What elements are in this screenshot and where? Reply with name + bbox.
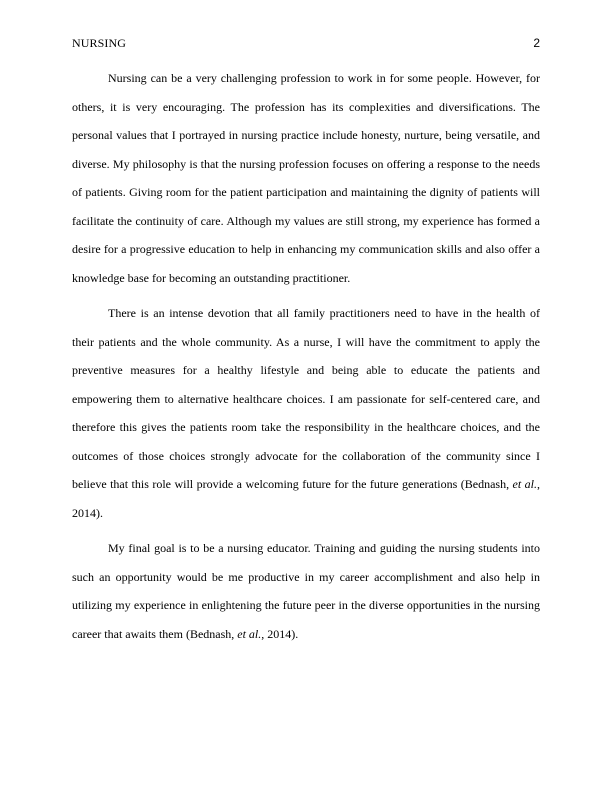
citation-year: , 2014). — [261, 626, 299, 641]
paragraph-text: There is an intense devotion that all family practitioners need to have in the health of their patients and the whole community. As a nurse, I will have the commitment to apply the preventive measures for a healthy lifestyle and being able to educate the patients and empowering them to alternative healthcare choices. I am passionate for self-centered care, and therefore this gives the patients room take the responsibility in the healthcare choices, and the outcomes of those choices strongly advocate for the collaboration of the community since I believe that this role will provide a welcoming future for the future generations (Bednash, — [72, 306, 540, 491]
citation-et-al: et al. — [237, 626, 262, 641]
citation-year: , 2014). — [72, 477, 540, 520]
citation-et-al: et al. — [512, 477, 537, 491]
paragraph-values — [72, 64, 540, 292]
paragraph-text: Nursing can be a very challenging profession to work in for some people. However, for others, it is very encouraging. The profession has its complexities and diversifications. The personal values that I portrayed in nursing practice include honesty, nurture, being versatile, and diverse. My philosophy is that the nursing profession focuses on offering a response to the needs of patients. Giving room for the patient participation and maintaining the dignity of patients will facilitate the continuity of care. Although my values are still strong, my experience has formed a desire for a progressive education to help in enhancing my communication skills and also offer a knowledge base for becoming an outstanding practitioner. — [72, 71, 540, 285]
paragraph-devotion — [72, 299, 540, 527]
paragraph-text: My final goal is to be a nursing educator. Training and guiding the nursing students into such an opportunity would be me productive in my career accomplishment and also help in utilizing my experience in enlightening the future peer in the diverse opportunities in the nursing career that awaits them (Bednash, — [72, 541, 540, 641]
paragraph-final-goal — [72, 534, 540, 648]
running-head: NURSING — [72, 36, 127, 50]
body-text — [72, 64, 540, 655]
page-number: 2 — [533, 36, 540, 50]
